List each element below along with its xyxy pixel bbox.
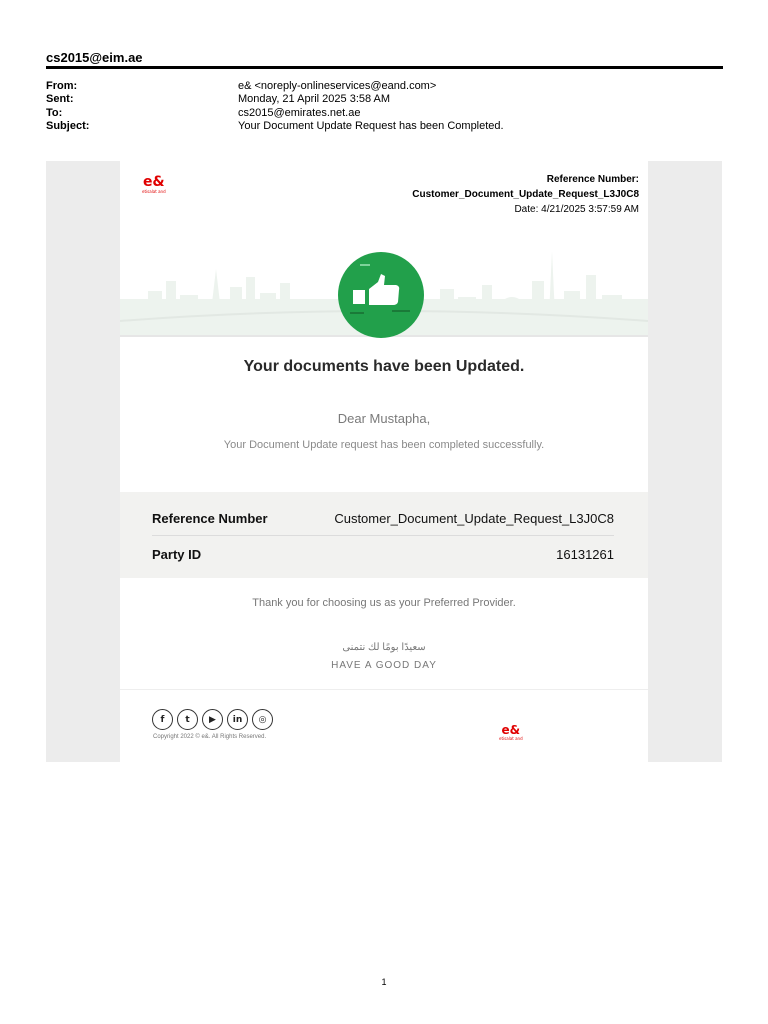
youtube-icon[interactable]: ▶ [202,709,223,730]
brand-logo[interactable] [142,175,166,194]
detail-row-party-id [152,547,614,562]
header-subject-value: Your Document Update Request has been Completed. [238,120,504,132]
header-to-label: To: [46,107,63,119]
thanks-text: Thank you for choosing us as your Preferred Provider. [252,597,516,609]
email-date: Date: 4/21/2025 3:57:59 AM [514,204,639,215]
details-divider [152,535,614,536]
good-day-text: HAVE A GOOD DAY [331,660,437,671]
thumbs-up-icon [338,252,424,338]
reference-value: Customer_Document_Update_Request_L3J0C8 [412,189,639,200]
detail-row-reference [152,511,614,526]
page-number: 1 [381,977,387,987]
message-text: Your Document Update request has been completed successfully. [223,439,545,451]
details-panel [120,492,648,578]
header-from-label: From: [46,80,78,92]
copyright-text: Copyright 2022 © e&. All Rights Reserved. [153,734,267,740]
facebook-icon[interactable]: f [152,709,173,730]
social-links [152,709,273,731]
greeting-text: Dear Mustapha, [337,411,431,426]
header-sent-value: Monday, 21 April 2025 3:58 AM [238,93,391,105]
email-card [120,161,648,762]
brand-logo-text: e& [142,174,165,190]
header-rule [46,66,723,69]
header-subject-label: Subject: [46,120,90,132]
thumbs-up-badge [338,252,424,338]
email-title: Your documents have been Updated. [243,358,525,375]
account-name: cs2015@eim.ae [46,50,143,65]
detail-party-id-label: Party ID [152,547,202,562]
instagram-icon[interactable]: ◎ [252,709,273,730]
reference-header [412,172,639,217]
twitter-icon[interactable]: t [177,709,198,730]
arabic-text: سعيدًا بومًا لك نتمنى [342,642,426,653]
footer-logo-text: e& [501,723,521,737]
header-sent-label: Sent: [46,93,74,105]
header-to-value[interactable]: cs2015@emirates.net.ae [238,107,361,119]
linkedin-icon[interactable]: in [227,709,248,730]
footer-divider [120,689,648,690]
brand-logo-subtext: etisalat and [142,189,166,194]
footer-brand-logo[interactable] [499,724,523,741]
header-from-value: e& <noreply-onlineservices@eand.com> [238,80,437,92]
footer-logo-subtext: etisalat and [499,736,523,741]
detail-reference-value: Customer_Document_Update_Request_L3J0C8 [334,511,614,526]
reference-label: Reference Number: [546,174,639,185]
detail-reference-label: Reference Number [152,511,268,526]
detail-party-id-value: 16131261 [556,547,614,562]
